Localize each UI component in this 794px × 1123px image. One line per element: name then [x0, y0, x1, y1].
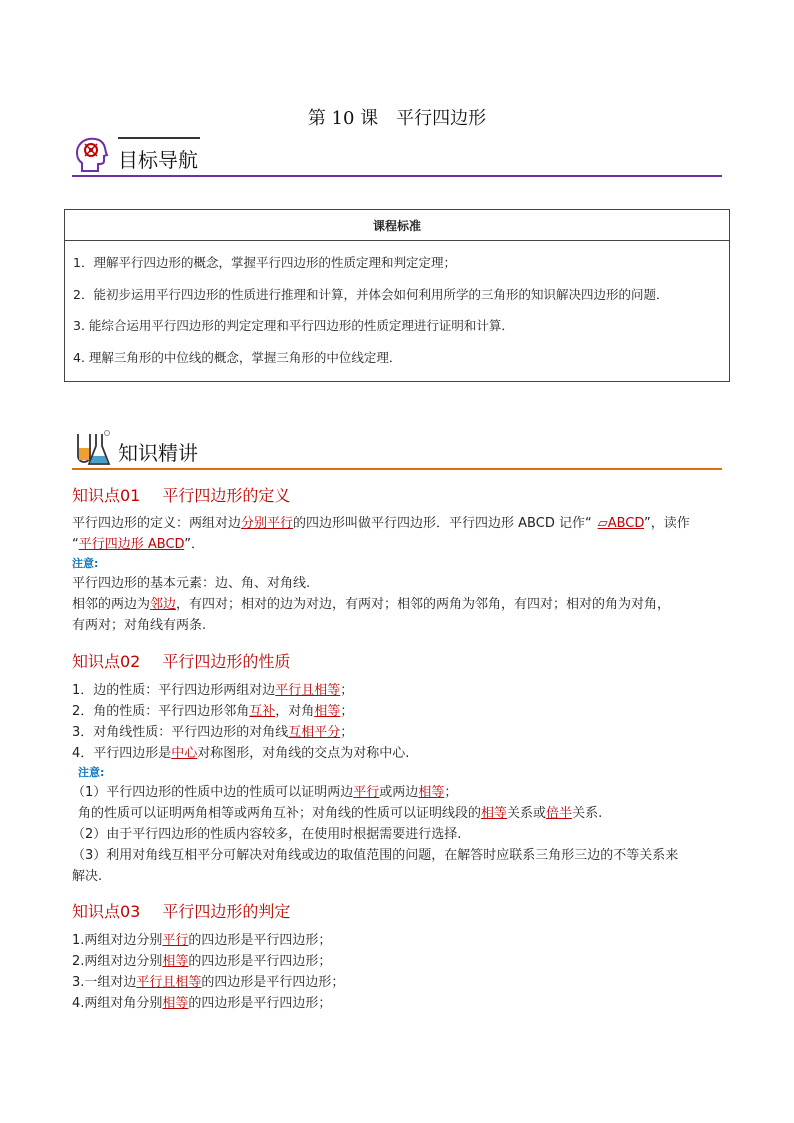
page-title: 第 10 课 平行四边形 — [307, 108, 487, 129]
kp2-heading — [72, 649, 290, 672]
kp3-item: 2.两组对边分别相等的四边形是平行四边形； — [72, 954, 332, 969]
kp2-note-line: （3）利用对角线互相平分可解决对角线或边的取值范围的问题，在解答时应联系三角形三边的不等关系来 — [72, 848, 679, 863]
standards-header: 课程标准 — [65, 210, 730, 241]
kp1-line: 相邻的两边为邻边，有四对；相对的边为对边，有两对；相邻的两角为邻角，有四对；相对的角为对角， — [72, 597, 671, 612]
section-divider — [72, 468, 722, 470]
kp3-item: 4.两组对角分别相等的四边形是平行四边形； — [72, 996, 332, 1011]
note-label: 注意: — [72, 557, 99, 570]
kp2-note-line: 解决. — [72, 869, 103, 884]
blank-answer: 邻边 — [150, 597, 177, 612]
kp1-label: 知识点01 — [72, 486, 141, 505]
blank-answer: 相等 — [162, 996, 189, 1011]
standards-item: 4. 理解三角形的中位线的概念，掌握三角形的中位线定理． — [73, 349, 402, 365]
section-overline — [118, 137, 200, 139]
head-gear-icon — [72, 135, 112, 175]
kp2-item: 2．角的性质：平行四边形邻角互补，对角相等； — [72, 704, 354, 719]
kp2-label: 知识点02 — [72, 652, 141, 671]
kp1-reading-line: “平行四边形 ABCD”． — [72, 537, 204, 552]
blank-answer: 相等 — [418, 785, 445, 800]
kp2-note-line: （2）由于平行四边形的性质内容较多，在使用时根据需要进行选择. — [72, 827, 462, 842]
section-knowledge-title: 知识精讲 — [118, 441, 198, 465]
note-label: 注意: — [78, 766, 105, 779]
kp2-note-line: 角的性质可以证明两角相等或两角互补；对角线的性质可以证明线段的相等关系或倍半关系. — [78, 806, 603, 821]
blank-answer: 平行 — [353, 785, 380, 800]
standards-item: 3. 能综合运用平行四边形的判定定理和平行四边形的性质定理进行证明和计算． — [73, 318, 514, 333]
kp2-note-line: （1）平行四边形的性质中边的性质可以证明两边平行或两边相等； — [72, 785, 458, 800]
kp3-label: 知识点03 — [72, 902, 141, 921]
kp1-heading — [72, 483, 290, 506]
section-divider — [72, 175, 722, 177]
blank-answer: ▱ABCD — [597, 516, 645, 531]
kp2-item: 3．对角线性质：平行四边形的对角线互相平分； — [72, 725, 354, 740]
blank-answer: 相等 — [314, 704, 341, 719]
kp1-title: 平行四边形的定义 — [162, 486, 291, 505]
kp1-definition-line: 平行四边形的定义：两组对边分别平行的四边形叫做平行四边形．平行四边形 ABCD 记作“ ▱ABCD”，读作 — [72, 516, 690, 531]
kp1-line: 有两对；对角线有两条. — [72, 618, 207, 633]
kp2-body — [72, 680, 727, 887]
blank-answer: 平行 — [162, 933, 189, 948]
kp1-line: 平行四边形的基本元素：边、角、对角线. — [72, 576, 311, 591]
blank-answer: 平行且相等 — [275, 683, 341, 698]
kp3-title: 平行四边形的判定 — [162, 902, 291, 921]
kp2-title: 平行四边形的性质 — [162, 652, 291, 671]
kp2-item: 1．边的性质：平行四边形两组对边平行且相等； — [72, 683, 354, 698]
standards-item: 1．理解平行四边形的概念，掌握平行四边形的性质定理和判定定理； — [73, 255, 456, 270]
kp3-body — [72, 930, 727, 1014]
blank-answer: 互相平分 — [288, 725, 341, 740]
blank-answer: 中心 — [171, 746, 198, 761]
kp2-item: 4．平行四边形是中心对称图形，对角线的交点为对称中心. — [72, 746, 410, 761]
blank-answer: 平行且相等 — [136, 975, 202, 990]
blank-answer: 相等 — [481, 806, 508, 821]
section-goal-header — [72, 137, 722, 177]
kp3-heading — [72, 899, 290, 922]
kp3-item: 1.两组对边分别平行的四边形是平行四边形； — [72, 933, 332, 948]
standards-body — [65, 241, 730, 382]
standards-table — [64, 209, 730, 382]
section-knowledge-header — [72, 430, 722, 470]
section-goal-title: 目标导航 — [118, 148, 198, 172]
standards-item: 2．能初步运用平行四边形的性质进行推理和计算，并体会如何利用所学的三角形的知识解决四边形的问题． — [73, 286, 669, 302]
kp1-body — [72, 513, 727, 636]
lab-flask-icon — [72, 428, 112, 468]
blank-answer: 互补 — [249, 704, 276, 719]
blank-answer: 分别平行 — [241, 516, 294, 531]
blank-answer: 平行四边形 ABCD — [78, 537, 185, 552]
kp3-item: 3.一组对边平行且相等的四边形是平行四边形； — [72, 975, 345, 990]
blank-answer: 倍半 — [546, 806, 573, 821]
blank-answer: 相等 — [162, 954, 189, 969]
